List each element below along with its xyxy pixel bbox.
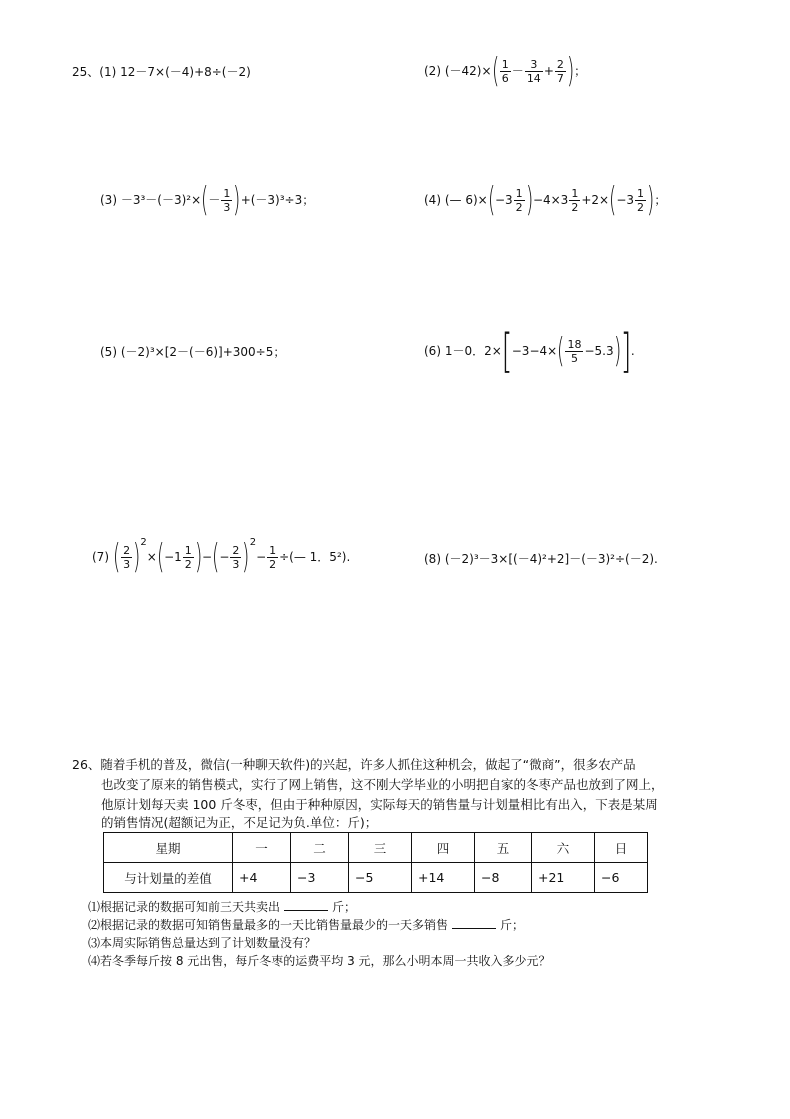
table-cell: 六 xyxy=(532,833,595,863)
sales-table xyxy=(103,832,648,893)
fraction: $\frac{1}{2}$ xyxy=(269,543,277,571)
exponent: 2 xyxy=(249,536,257,548)
table-cell: +21 xyxy=(532,863,595,893)
table-cell: −5 xyxy=(349,863,412,893)
question-25-part-6 xyxy=(424,324,635,378)
sub-question-unit: 斤； xyxy=(500,918,525,932)
right-paren: ) xyxy=(566,51,575,91)
table-cell: 与计划量的差值 xyxy=(104,863,233,893)
right-paren: ) xyxy=(242,537,250,577)
expression-middle: +2× xyxy=(581,193,610,207)
right-bracket: ] xyxy=(620,324,632,378)
expression: (－2)³－3×[(－4)²+2]－(－3)²÷(－2). xyxy=(444,552,658,566)
expression: 12－7×(－4)+8÷(－2) xyxy=(120,65,251,79)
expression-prefix: (— 6)× xyxy=(444,193,488,207)
operator: × xyxy=(146,550,157,564)
sub-question-1 xyxy=(88,897,356,917)
operator: − xyxy=(256,550,267,564)
question-25-part-1 xyxy=(72,66,251,78)
left-paren: ( xyxy=(609,180,617,220)
left-paren: ( xyxy=(491,51,499,91)
table-cell: −3 xyxy=(291,863,349,893)
table-cell: 三 xyxy=(349,833,412,863)
paragraph-text: 随着手机的普及，微信(一种聊天软件)的兴起，许多人抓住这种机会，做起了“微商”，很多农产品 xyxy=(100,757,636,772)
operator: － xyxy=(511,64,524,78)
question-26-line-1 xyxy=(72,755,636,775)
question-25-part-8 xyxy=(424,553,658,565)
fraction: $\frac{1}{3}$ xyxy=(223,186,231,214)
part-number: (5) xyxy=(100,345,117,359)
table-cell: 四 xyxy=(412,833,475,863)
sub-question-4: ⑷若冬季每斤按 8 元出售，每斤冬枣的运费平均 3 元，那么小明本周一共收入多少元？ xyxy=(88,954,551,968)
left-bracket: [ xyxy=(501,324,513,378)
table-cell: 一 xyxy=(233,833,291,863)
right-paren: ) xyxy=(647,180,655,220)
part-number: (1) xyxy=(99,65,117,79)
table-row xyxy=(104,863,648,893)
fraction: $\frac{3}{14}$ xyxy=(526,57,541,85)
expression-suffix: +(－3)³÷3； xyxy=(240,193,315,207)
right-paren: ) xyxy=(525,180,533,220)
table-cell: +4 xyxy=(233,863,291,893)
sub-question-text: ⑵根据记录的数据可知销售量最多的一天比销售量最少的一天多销售 xyxy=(88,918,449,932)
fraction: $\frac{1}{6}$ xyxy=(501,57,509,85)
expression: (－2)³×[2－(－6)]+300÷5； xyxy=(120,345,286,359)
left-paren: ( xyxy=(557,331,565,371)
expression-middle: −4×3 xyxy=(532,193,569,207)
fraction: $\frac{18}{5}$ xyxy=(567,337,582,365)
integer-part: −3 xyxy=(616,193,635,207)
question-26-line-3: 他原计划每天卖 100 斤冬枣，但由于种种原因，实际每天的销售量与计划量相比有出入，下表是某周 xyxy=(101,797,658,812)
sub-question-2 xyxy=(88,915,524,935)
question-25-part-5 xyxy=(100,346,285,358)
part-number: (6) xyxy=(424,344,441,358)
operator: − xyxy=(219,550,230,564)
part-number: (4) xyxy=(424,193,441,207)
left-paren: ( xyxy=(201,180,209,220)
fraction: $\frac{1}{2}$ xyxy=(184,543,192,571)
table-cell: −6 xyxy=(595,863,648,893)
left-paren: ( xyxy=(156,537,165,577)
expression-prefix: 1－0．2× xyxy=(444,344,502,358)
table-header-row xyxy=(104,833,648,863)
part-number: (7) xyxy=(92,550,109,564)
fraction: $\frac{2}{3}$ xyxy=(123,543,131,571)
answer-blank[interactable] xyxy=(284,898,328,911)
question-25-part-3 xyxy=(100,180,315,220)
expression-middle: −5.3 xyxy=(584,344,614,358)
sub-question-unit: 斤； xyxy=(332,900,357,914)
fraction: $\frac{1}{2}$ xyxy=(515,186,523,214)
punctuation: ； xyxy=(574,64,587,78)
question-26-label: 26、 xyxy=(72,757,101,772)
table-cell: +14 xyxy=(412,863,475,893)
right-paren: ) xyxy=(233,180,241,220)
operator: － xyxy=(208,193,221,207)
operator: + xyxy=(543,64,554,78)
question-25-part-2 xyxy=(424,51,587,91)
left-paren: ( xyxy=(212,537,220,577)
expression-suffix: ÷(— 1．5²). xyxy=(279,550,351,564)
question-25-part-4 xyxy=(424,180,667,220)
fraction: $\frac{1}{2}$ xyxy=(571,186,579,214)
expression-prefix: (－42)× xyxy=(444,64,492,78)
table-cell: 日 xyxy=(595,833,648,863)
question-25-label: 25、 xyxy=(72,65,100,79)
table-cell: 星期 xyxy=(104,833,233,863)
expression-prefix: －3³－(－3)²× xyxy=(120,193,202,207)
table-cell: 五 xyxy=(475,833,532,863)
question-26-line-2: 也改变了原来的销售模式，实行了网上销售，这不刚大学毕业的小明把自家的冬枣产品也放到了网上， xyxy=(101,777,664,792)
right-paren: ) xyxy=(133,537,141,577)
sub-question-3: ⑶本周实际销售总量达到了计划数量没有？ xyxy=(88,936,317,950)
integer-part: −3 xyxy=(494,193,513,207)
part-number: (2) xyxy=(424,64,441,78)
operator: − xyxy=(202,550,213,564)
answer-blank[interactable] xyxy=(452,916,496,929)
exponent: 2 xyxy=(140,536,147,548)
part-number: (8) xyxy=(424,552,441,566)
punctuation: ； xyxy=(654,193,667,207)
integer-part: −1 xyxy=(164,550,182,564)
expression-middle: −3−4× xyxy=(511,344,558,358)
punctuation: . xyxy=(630,344,635,358)
left-paren: ( xyxy=(487,180,495,220)
sub-question-text: ⑴根据记录的数据可知前三天共卖出 xyxy=(88,900,281,914)
right-paren: ) xyxy=(194,537,203,577)
fraction: $\frac{2}{3}$ xyxy=(232,543,240,571)
question-25-part-7 xyxy=(92,536,351,577)
fraction: $\frac{2}{7}$ xyxy=(556,57,564,85)
right-paren: ) xyxy=(613,331,621,371)
part-number: (3) xyxy=(100,193,117,207)
question-26-line-4: 的销售情况(超额记为正，不足记为负.单位：斤)； xyxy=(101,815,378,830)
left-paren: ( xyxy=(112,537,121,577)
fraction: $\frac{1}{2}$ xyxy=(637,186,645,214)
table-cell: −8 xyxy=(475,863,532,893)
table-cell: 二 xyxy=(291,833,349,863)
